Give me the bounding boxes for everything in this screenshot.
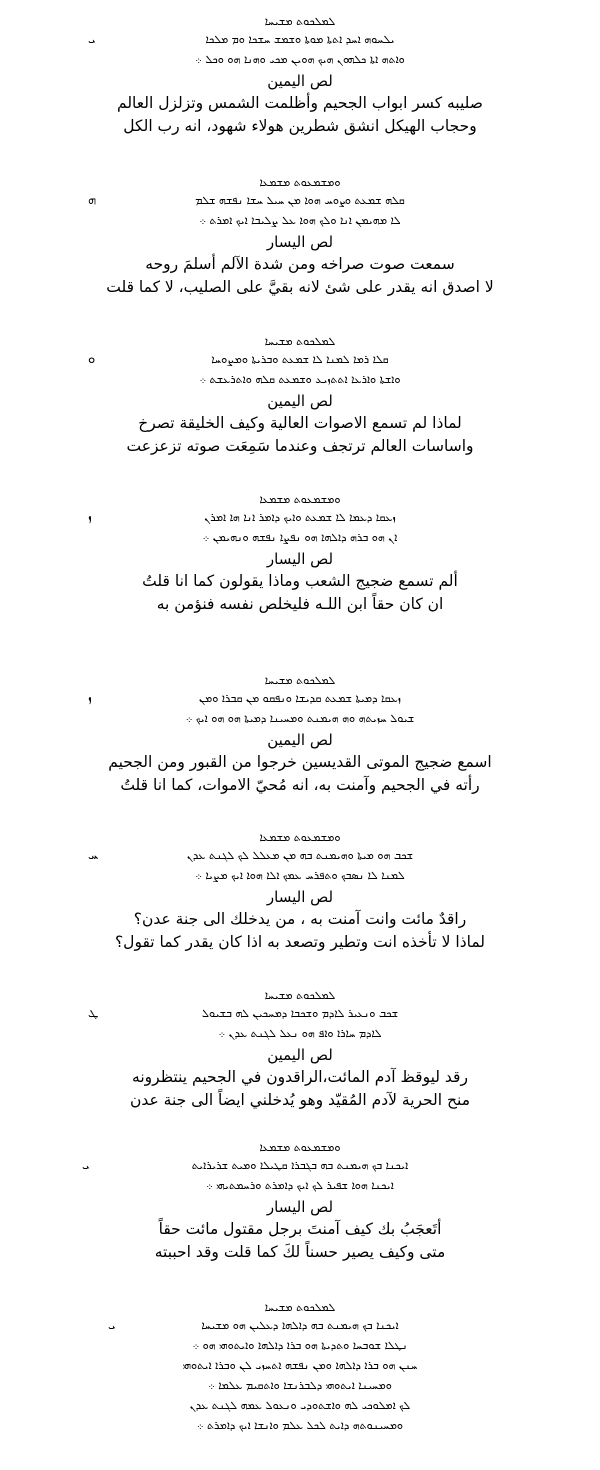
stanza-letter: ܗ: [88, 193, 97, 208]
arabic-line: لماذا لا تأخذه انت وتطير وتصعد به اذا كان يقدر كما تقول؟: [114, 933, 486, 951]
speaker-label: لص اليسار: [266, 550, 334, 568]
stanza-header: ܠܡܠܟܘܬ ܡܫܝܚܐ: [264, 989, 336, 1002]
speaker-label: لص اليسار: [266, 1198, 334, 1216]
stanza-7: [0, 988, 600, 1112]
syriac-line: [0, 846, 600, 866]
stanza-letter: ܝ: [108, 1318, 116, 1333]
stanza-letter: ܝ: [88, 32, 96, 47]
syriac-line: ܚܢܢ ܗܘ ܒܪܐ ܕܐܠܗܐ ܘܡܢ ܢܦܫܗ ܐܬܚܙܝ ܠܢ ܘܒܪܐ ܐܝܬܘܗܝ: [182, 1359, 418, 1372]
syriac-line: ܘܐܬܗ ܐܬܐ ܟܠܗܘܢ ܗܝܟ ܗܘܝܢ ܡܟܝ ܘܗܢܐ ܗܘ ܘܟܠ ܀: [195, 53, 405, 66]
stanza-6: [0, 830, 600, 954]
stanza-8: [0, 1140, 600, 1264]
arabic-line: صليبه كسر ابواب الجحيم وأظلمت الشمس وتزلزل العالم: [117, 94, 483, 112]
stanza-letter: ܛ: [88, 1006, 99, 1021]
syriac-line: ܠܡܢܐ ܠܐ ܢܣܒܟ ܘܬܦܪܚ ܥܡܟ ܐܠܐ ܗܘܐ ܐܝܟ ܡܨܝܐ ܀: [195, 869, 405, 882]
arabic-line: واساسات العالم ترتجف وعندما سَمِعَت صوته تزعزعت: [126, 437, 474, 455]
arabic-line: منح الحرية لآدم المُقيّد وهو يُدخلني ايضاً الى جنة عدن: [129, 1091, 471, 1109]
stanza-letter: ܘ: [88, 352, 96, 367]
arabic-line: لا اصدق انه يقدر على شئ لانه بقيَّ على الصليب، لا كما قلت: [106, 278, 494, 296]
syriac-line: ܠܐܕܡ ܚܐܪܐ ܘܐܦ ܗܘ ܢܥܠ ܠܓܢܬ ܥܕܢ ܀: [218, 1027, 382, 1040]
syriac-line: ܐܢ ܗܘ ܒܪܗ ܕܐܠܗܐ ܗܘ ܢܦܨܐ ܢܦܫܗ ܘܢܗܝܡܢ ܀: [202, 531, 398, 544]
syriac-line: ܫܝܘܠ ܚܙܝܬܗ ܘܗ ܗܝܡܢܬ ܘܡܚܝܢܐ ܕܡܝܬܐ ܗܘ ܗܘ ܐܝܟ ܀: [185, 712, 415, 725]
stanza-header: ܘܡܫܡܥܘܬ ܡܫܡܥܐ: [259, 176, 341, 189]
stanza-header: ܘܡܫܡܥܘܬ ܡܫܡܥܐ: [259, 1141, 341, 1154]
stanza-header: ܠܡܠܟܘܬ ܡܫܝܚܐ: [264, 335, 336, 348]
arabic-line: لماذا لم تسمع الاصوات العالية وكيف الخليقة تصرخ: [138, 414, 462, 432]
arabic-line: سمعت صوت صراخه ومن شدة الآلم أسلمَ روحه: [145, 255, 455, 273]
arabic-line: ان كان حقاً ابن اللـه فليخلص نفسه فنؤمن به: [156, 595, 444, 613]
syriac-line: ܘܡܚܝܢܐ ܐܝܬܘܗܝ ܕܠܒܪܢܫܐ ܘܐܬܩܝܡ ܥܠܡܐ ܀: [208, 1379, 392, 1392]
syriac-text: ܩܠܗ ܫܡܥܬ ܘܨܘܚ ܗܘܐ ܡܢ ܚܝܠ ܚܫܐ ܢܦܫܗ ܫܠܡ: [195, 194, 405, 207]
arabic-line: اسمع ضجيج الموتى القديسين خرجوا من القبور ومن الجحيم: [108, 753, 492, 771]
syriac-line: [0, 1316, 600, 1336]
syriac-line: [0, 350, 600, 370]
arabic-line: أتَعجَبُ بك كيف آمنتَ برجل مقتول مائت حقاً: [158, 1220, 442, 1238]
stanza-2: [0, 175, 600, 299]
syriac-line: [0, 30, 600, 50]
stanza-9: [0, 1300, 600, 1436]
arabic-line: راقدٌ مائت وانت آمنت به ، من يدخلك الى جنة عدن؟: [133, 910, 467, 928]
speaker-label: لص اليمين: [267, 731, 333, 749]
syriac-line: ܢܛܠܐ ܫܘܒܚܐ ܘܬܕܝܬܐ ܗܘ ܒܪܐ ܕܐܠܗܐ ܘܐܝܬܘܗܝ ܗܘ ܀: [192, 1339, 408, 1352]
stanza-header: ܘܡܫܡܥܘܬ ܡܫܡܥܐ: [259, 831, 341, 844]
syriac-line: ܘܐܫܬܐ ܘܐܪܥܐ ܐܬܬܙܝܥ ܘܫܡܥܬ ܩܠܗ ܘܐܬܪܥܫܬ ܀: [199, 373, 401, 386]
syriac-text: ܙܥܩܐ ܕܡܝܬܐ ܫܡܥܬ ܩܕܝܫܐ ܘܢܦܩܘ ܡܢ ܩܒܪܐ ܘܡܢ: [199, 692, 401, 705]
stanza-1: [0, 14, 600, 138]
speaker-label: لص اليسار: [266, 233, 334, 251]
syriac-line: [0, 689, 600, 709]
arabic-line: وحجاب الهيكل انشق شطرين هولاء شهود، انه رب الكل: [123, 117, 477, 135]
stanza-header: ܠܡܠܟܘܬ ܡܫܝܚܐ: [264, 674, 336, 687]
stanza-3: [0, 334, 600, 458]
arabic-line: رقد ليوقظ آدم المائت،الراقدون في الجحيم ينتظرونه: [132, 1068, 468, 1086]
stanza-letter: ܚ: [88, 848, 99, 863]
stanza-letter: ܝ: [82, 1158, 90, 1173]
syriac-text: ܐܝܟܢܐ ܒܟ ܗܝܡܢܬ ܒܗ ܕܐܠܗܐ ܕܥܠܝܢ ܗܘ ܡܫܝܚܐ: [201, 1319, 399, 1332]
speaker-label: لص اليمين: [267, 392, 333, 410]
arabic-line: رأته في الجحيم وآمنت به، انه مُحيّ الاموات، كما انا قلتُ: [120, 776, 480, 794]
stanza-header: ܠܡܠܟܘܬ ܡܫܝܚܐ: [264, 15, 336, 28]
stanza-5: [0, 673, 600, 797]
syriac-text: ܫܟܒ ܘܢܥܝܪ ܠܐܕܡ ܘܫܟܒܐ ܕܡܚܟܝܢ ܠܗ ܒܫܝܘܠ: [201, 1007, 399, 1020]
syriac-text: ܐܝܟܢܐ ܒܟ ܗܝܡܢܬ ܒܗ ܒܓܒܪܐ ܩܛܝܠܐ ܘܡܝܬ ܫܪܝܪܐܝܬ: [191, 1159, 409, 1172]
stanza-letter: ܙ: [88, 691, 92, 706]
stanza-letter: ܙ: [88, 510, 92, 525]
syriac-text: ܩܠܐ ܪܡܐ ܠܡܢܐ ܠܐ ܫܡܥܬ ܘܒܪܝܬܐ ܘܡܨܘܚܐ: [211, 353, 389, 366]
stanza-header: ܠܡܠܟܘܬ ܡܫܝܚܐ: [264, 1301, 336, 1314]
syriac-text: ܙܥܩܐ ܕܥܡܐ ܠܐ ܫܡܥܬ ܘܐܝܟ ܕܐܡܪ ܐܢܐ ܗܐ ܐܡܪܢ: [204, 511, 396, 524]
speaker-label: لص اليمين: [267, 72, 333, 90]
syriac-line: ܘܡܚܝܢܘܬܗ ܕܐܝܬ ܠܟܠ ܥܠܡ ܘܐܢܫܐ ܐܝܟ ܕܐܡܪܬ ܀: [196, 1419, 404, 1432]
syriac-text: ܫܟܒ ܗܘ ܡܝܬܐ ܘܗܝܡܢܬ ܒܗ ܡܢ ܡܥܠܠ ܠܟ ܠܓܢܬ ܥܕܢ: [186, 849, 414, 862]
syriac-line: [0, 1156, 600, 1176]
syriac-line: ܐܝܟܢܐ ܗܘܐ ܫܦܝܪ ܠܟ ܐܝܟ ܕܐܡܪܬ ܘܪܚܡܬܝܗܝ ܀: [206, 1179, 394, 1192]
speaker-label: لص اليسار: [266, 888, 334, 906]
stanza-header: ܘܡܫܡܥܘܬ ܡܫܡܥܐ: [259, 493, 341, 506]
arabic-line: ألم تسمع ضجيج الشعب وماذا يقولون كما انا قلتُ: [142, 572, 458, 590]
stanza-4: [0, 492, 600, 616]
arabic-line: متى وكيف يصير حسناً لكَ كما قلت وقد احببته: [154, 1243, 446, 1261]
speaker-label: لص اليمين: [267, 1046, 333, 1064]
syriac-text: ܝܠܚܘܗ ܐܚܕ ܐܬܬܐ ܡܘܬܐ ܘܫܡܫ ܚܫܟܐ ܘܡ ܡܠܟܐ: [205, 33, 395, 46]
syriac-line: [0, 1004, 600, 1024]
syriac-line: ܠܟ ܐܡܠܘܟܝ ܠܗ ܘܐܫܬܘܕܝ ܘܢܥܘܠ ܥܡܗ ܠܓܢܬ ܥܕܢ: [189, 1399, 411, 1412]
syriac-line: [0, 508, 600, 528]
syriac-line: [0, 191, 600, 211]
syriac-line: ܠܐ ܡܗܝܡܢ ܐܢܐ ܘܠܟ ܗܘܐ ܥܠ ܨܠܝܒܐ ܐܝܟ ܐܡܪܬ ܀: [199, 214, 401, 227]
